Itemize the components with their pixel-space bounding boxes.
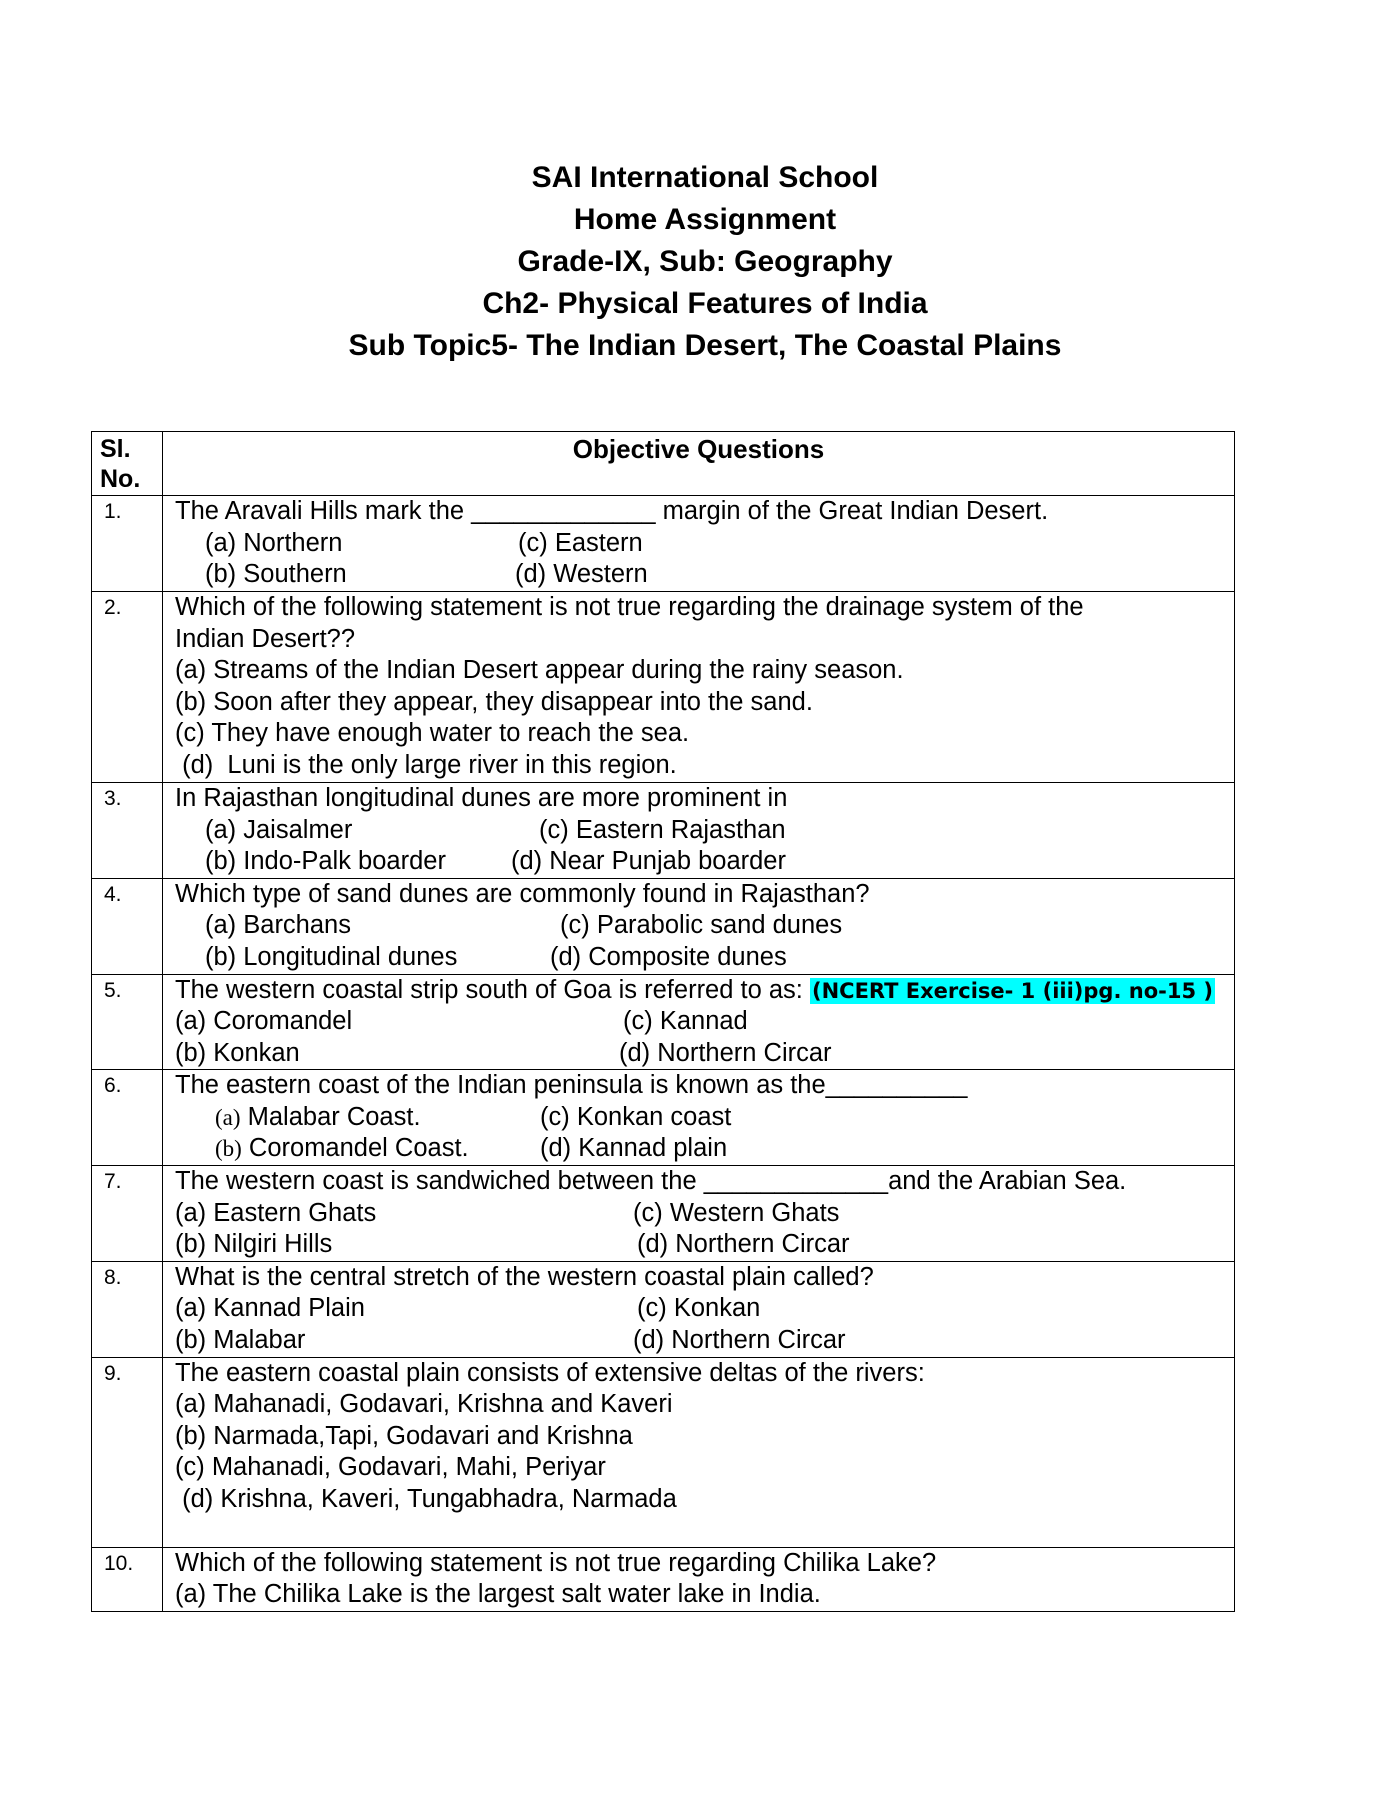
option-d: (d) Krishna, Kaveri, Tungabhadra, Narmada xyxy=(175,1484,677,1513)
table-row xyxy=(92,1261,1235,1357)
option-a: (a) Jaisalmer xyxy=(205,815,353,844)
question-text: In Rajasthan longitudinal dunes are more prominent in xyxy=(175,784,788,812)
question-number: 4. xyxy=(92,878,163,974)
option-c: (c) Konkan xyxy=(637,1294,761,1322)
question-number: 9. xyxy=(92,1357,163,1547)
sub-topic: Sub Topic5- The Indian Desert, The Coastal Plains xyxy=(348,329,1062,362)
option-c: (c) They have enough water to reach the sea. xyxy=(175,719,690,747)
option-b: (b) Malabar xyxy=(175,1325,306,1354)
option-c: (c) Parabolic sand dunes xyxy=(560,911,843,939)
table-row xyxy=(92,878,1235,974)
school-name: SAI International School xyxy=(531,161,879,194)
question-cell xyxy=(163,878,1235,974)
table-header-row xyxy=(92,432,1235,496)
question-cell xyxy=(163,1261,1235,1357)
option-b: (b) Soon after they appear, they disappear into the sand. xyxy=(175,687,813,716)
table-row xyxy=(92,496,1235,592)
option-a: (a) The Chilika Lake is the largest salt water lake in India. xyxy=(175,1580,821,1608)
serial-number-header: Sl. No. xyxy=(92,432,163,496)
question-cell xyxy=(163,783,1235,879)
option-b: (b) Narmada,Tapi, Godavari and Krishna xyxy=(175,1421,633,1450)
objective-questions-header: Objective Questions xyxy=(163,432,1235,496)
question-cell xyxy=(163,1547,1235,1611)
questions-table xyxy=(91,431,1235,1612)
option-d: (d) Western xyxy=(515,560,648,588)
question-number: 8. xyxy=(92,1261,163,1357)
option-b: (b) Konkan xyxy=(175,1038,300,1067)
question-text: The Aravali Hills mark the _____________ margin of the Great Indian Desert. xyxy=(175,497,1049,525)
option-a: (a) Kannad Plain xyxy=(175,1294,365,1322)
chapter-title: Ch2- Physical Features of India xyxy=(482,287,928,320)
option-a: (a) Barchans xyxy=(205,911,351,939)
table-row xyxy=(92,1070,1235,1166)
question-number: 2. xyxy=(92,592,163,783)
table-row xyxy=(92,592,1235,783)
option-b: (b) Nilgiri Hills xyxy=(175,1230,333,1258)
option-a: (a) Coromandel xyxy=(175,1007,353,1035)
option-a: (a) Mahanadi, Godavari, Krishna and Kaveri xyxy=(175,1390,673,1418)
option-a: Malabar Coast. xyxy=(247,1102,421,1131)
question-text: The eastern coast of the Indian peninsula is known as the__________ xyxy=(175,1071,968,1099)
option-b: (b) Indo-Palk boarder xyxy=(205,847,446,875)
table-row xyxy=(92,783,1235,879)
option-d: (d) Kannad plain xyxy=(540,1134,728,1162)
table-row xyxy=(92,1547,1235,1611)
table-row xyxy=(92,974,1235,1070)
question-cell xyxy=(163,974,1235,1070)
option-c: (c) Konkan coast xyxy=(540,1102,732,1131)
option-d: (d) Luni is the only large river in this region. xyxy=(175,750,677,779)
table-row xyxy=(92,1357,1235,1547)
option-b: Coromandel Coast. xyxy=(248,1134,469,1162)
question-text: The western coast is sandwiched between the _____________and the Arabian Sea. xyxy=(175,1167,1127,1195)
question-number: 3. xyxy=(92,783,163,879)
grade-subject: Grade-IX, Sub: Geography xyxy=(517,245,893,278)
question-number: 1. xyxy=(92,496,163,592)
option-c: (c) Western Ghats xyxy=(633,1198,840,1227)
question-text: Which type of sand dunes are commonly found in Rajasthan? xyxy=(175,879,870,908)
question-cell xyxy=(163,1357,1235,1547)
option-a: (a) Eastern Ghats xyxy=(175,1198,377,1227)
question-cell xyxy=(163,1166,1235,1262)
question-text: What is the central stretch of the western coastal plain called? xyxy=(175,1262,874,1291)
document-header xyxy=(0,157,1390,367)
question-number: 6. xyxy=(92,1070,163,1166)
option-d: (d) Northern Circar xyxy=(633,1325,846,1354)
question-number: 7. xyxy=(92,1166,163,1262)
option-a-marker: (a) xyxy=(215,1104,241,1130)
option-c: (c) Eastern xyxy=(518,528,643,557)
question-number: 10. xyxy=(92,1547,163,1611)
question-text: The western coastal strip south of Goa is referred to as: xyxy=(175,975,803,1004)
option-d: (d) Near Punjab boarder xyxy=(511,847,786,875)
option-d: (d) Composite dunes xyxy=(550,942,787,971)
table-row xyxy=(92,1166,1235,1262)
question-text: The eastern coastal plain consists of extensive deltas of the rivers: xyxy=(175,1358,925,1387)
option-b-marker: (b) xyxy=(215,1136,242,1161)
option-c: (c) Eastern Rajasthan xyxy=(539,815,786,844)
option-d: (d) Northern Circar xyxy=(637,1230,850,1258)
option-a: (a) Northern xyxy=(205,528,343,557)
document-type: Home Assignment xyxy=(573,203,837,236)
option-c: (c) Kannad xyxy=(623,1007,748,1035)
option-b: (b) Southern xyxy=(205,560,347,588)
question-cell xyxy=(163,592,1235,783)
question-number: 5. xyxy=(92,974,163,1070)
option-a: (a) Streams of the Indian Desert appear during the rainy season. xyxy=(175,656,904,684)
ncert-reference-highlight: (NCERT Exercise- 1 (iii)pg. no-15 ) xyxy=(811,978,1213,1003)
question-cell xyxy=(163,496,1235,592)
question-cell xyxy=(163,1070,1235,1166)
question-text-cont: Indian Desert?? xyxy=(175,624,356,653)
option-b: (b) Longitudinal dunes xyxy=(205,942,458,971)
option-d: (d) Northern Circar xyxy=(619,1038,832,1067)
option-c: (c) Mahanadi, Godavari, Mahi, Periyar xyxy=(175,1453,606,1481)
question-text: Which of the following statement is not true regarding Chilika Lake? xyxy=(175,1548,937,1577)
question-text: Which of the following statement is not true regarding the drainage system of the xyxy=(175,593,1084,621)
